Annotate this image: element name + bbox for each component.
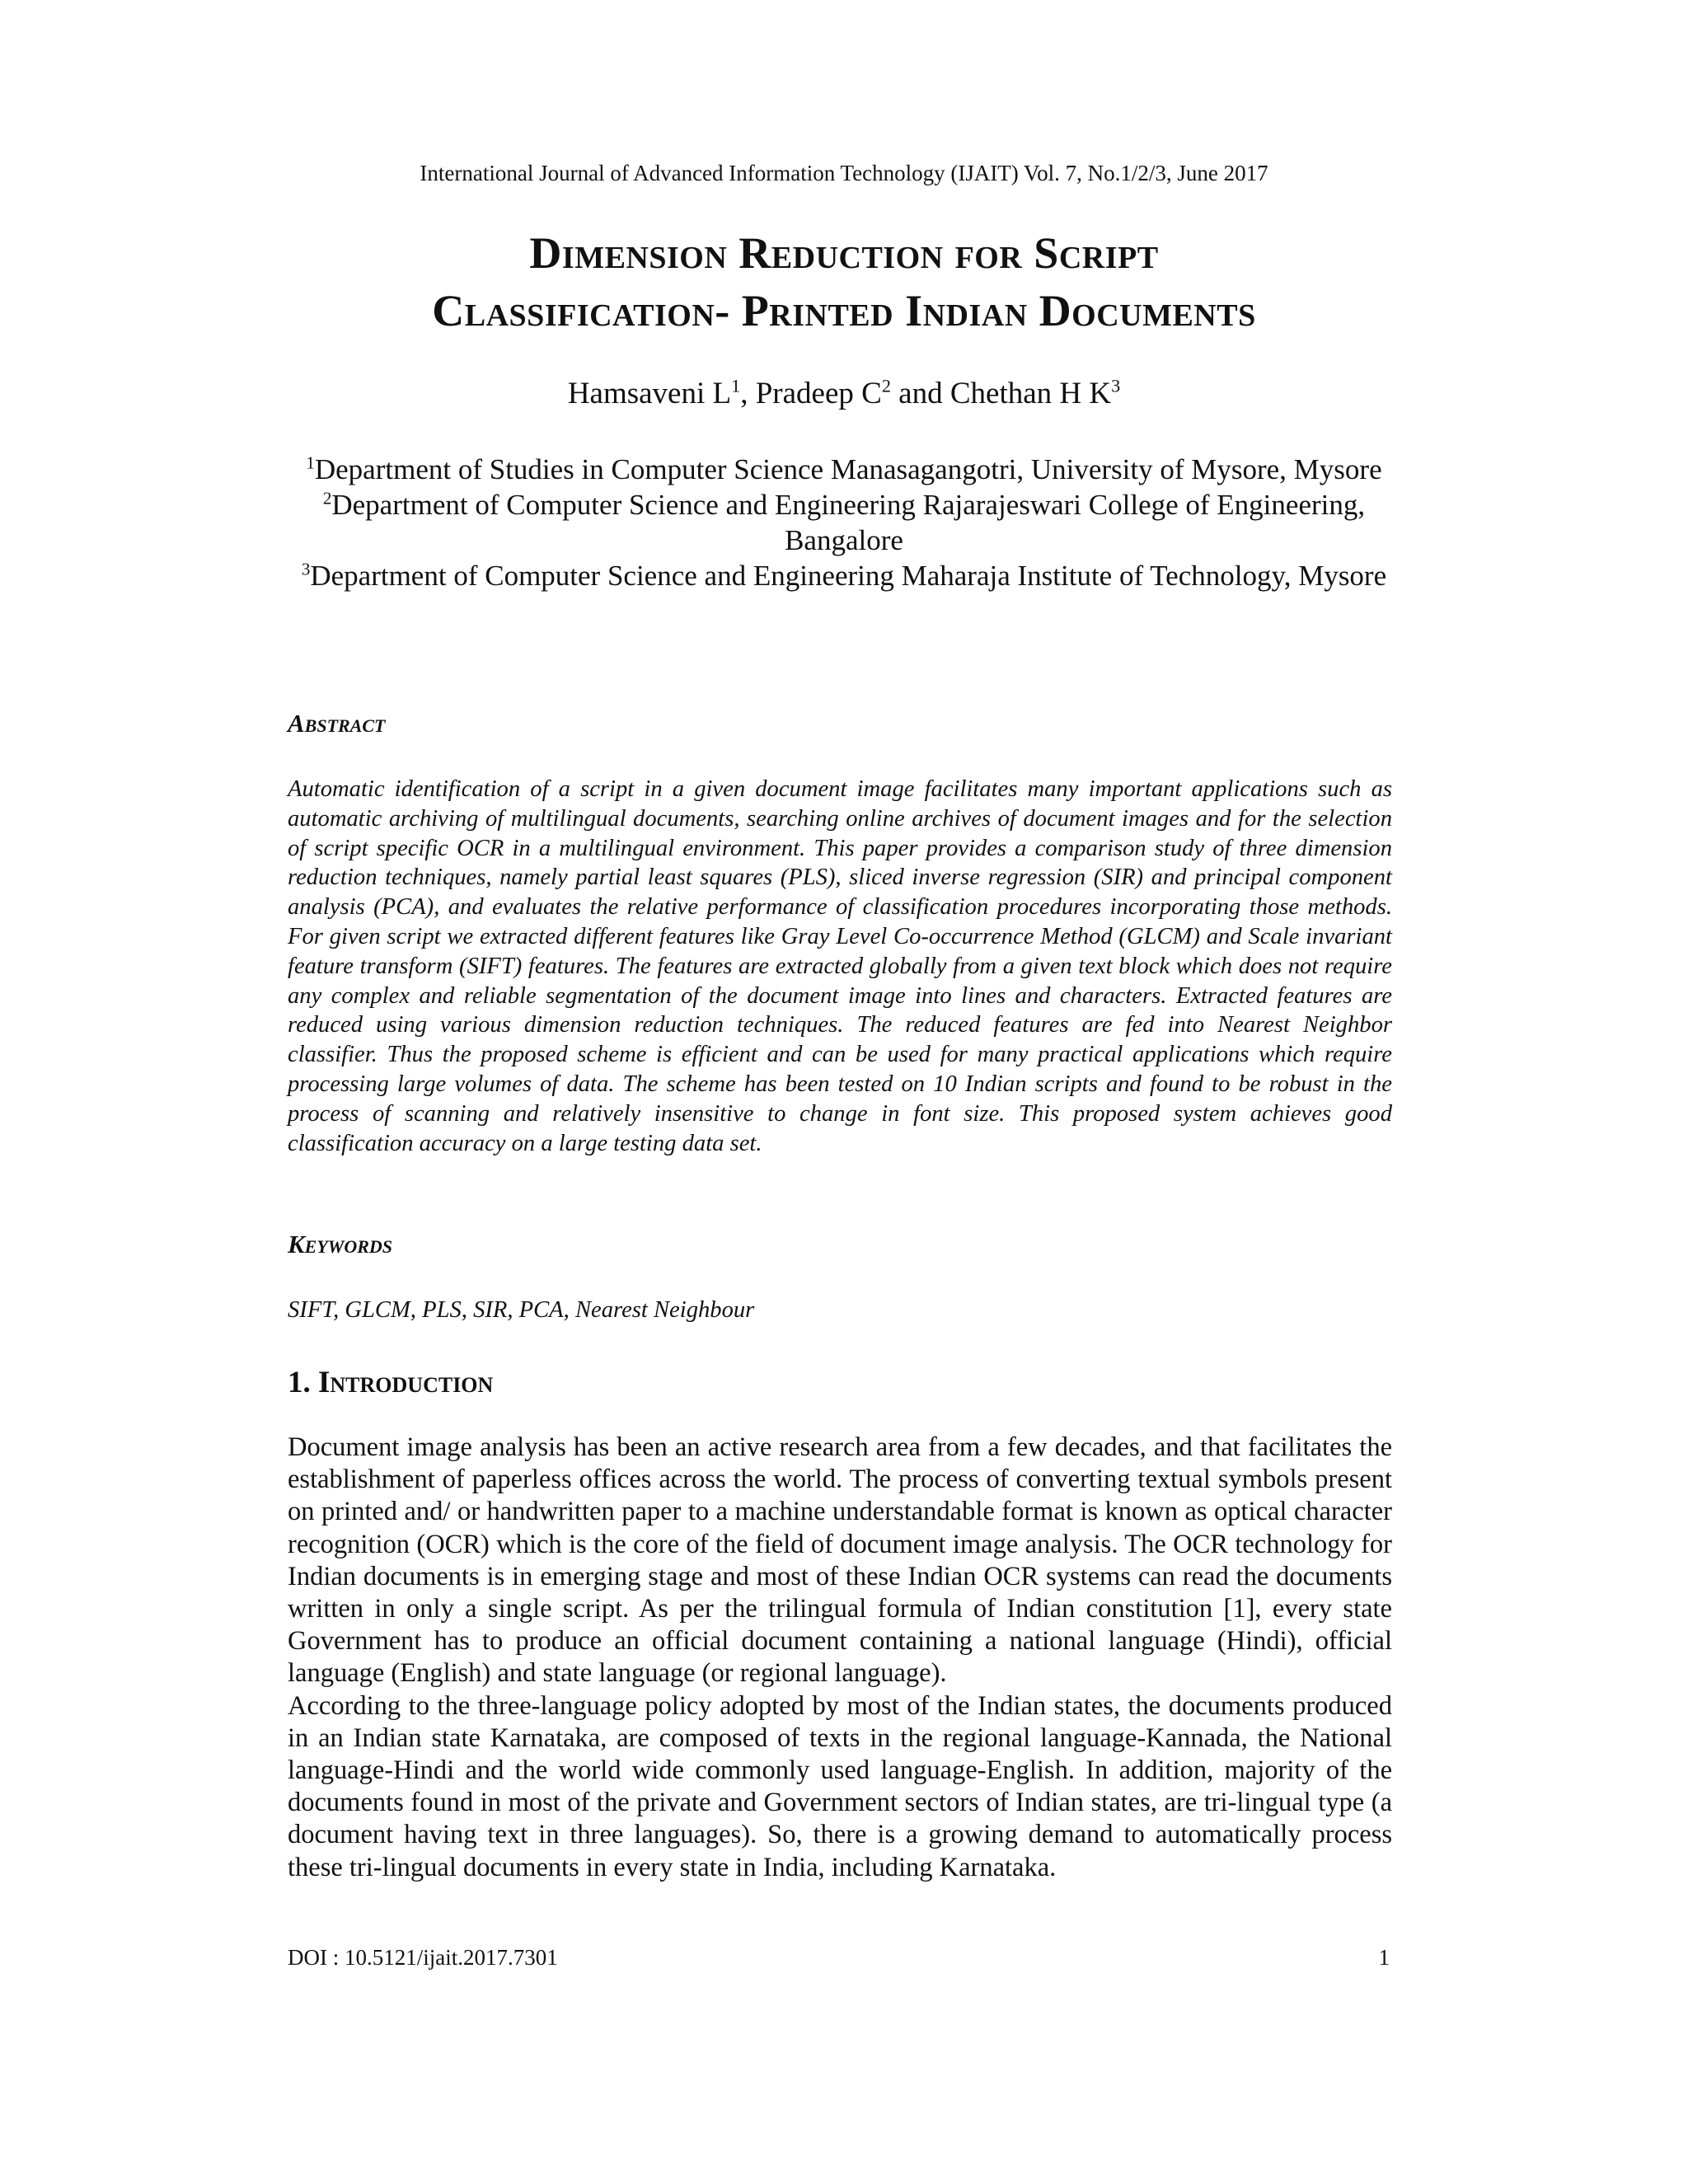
title-line-2: Classification- Printed Indian Documents — [432, 286, 1256, 335]
abstract-body: Automatic identification of a script in a given document image facilitates many important applications such as automatic archiving of multilingual documents, searching online archives of document images and for the selection of script specific OCR in a multilingual environment. This paper provides a comparison study of three dimension reduction techniques, namely partial least squares (PLS), sliced inverse regression (SIR) and principal component analysis (PCA), and evaluates the relative performance of classification procedures incorporating those methods. For given script we extracted different features like Gray Level Co-occurrence Method (GLCM) and Scale invariant feature transform (SIFT) features. The features are extracted globally from a given text block which does not require any complex and reliable segmentation of the document image into lines and characters. Extracted features are reduced using various dimension reduction techniques. The reduced features are fed into Nearest Neighbor classifier. Thus the proposed scheme is efficient and can be used for many practical applications which require processing large volumes of data. The scheme has been tested on 10 Indian scripts and found to be robust in the process of scanning and relatively insensitive to change in font size. This proposed system achieves good classification accuracy on a large testing data set. — [288, 776, 1392, 1156]
abstract-heading: Abstract — [288, 709, 386, 738]
paper-title — [247, 224, 1441, 340]
keywords-list: SIFT, GLCM, PLS, SIR, PCA, Nearest Neighbour — [288, 1297, 755, 1323]
affiliation — [272, 452, 1416, 487]
author-affil-mark: 1 — [731, 375, 741, 396]
affiliation-text: Department of Computer Science and Engineering Rajarajeswari College of Engineering, Bangalore — [331, 489, 1366, 556]
affiliation-mark: 2 — [322, 488, 332, 509]
author-separator: and — [890, 377, 950, 410]
author-name: Hamsaveni L — [567, 377, 732, 410]
affiliation-text: Department of Studies in Computer Science Manasagangotri, University of Mysore, Mysore — [314, 453, 1382, 485]
introduction-body — [288, 1432, 1392, 1884]
affiliation-mark: 3 — [301, 559, 311, 579]
affiliation-mark: 1 — [306, 452, 315, 473]
affiliation-text: Department of Computer Science and Engineering Maharaja Institute of Technology, Mysore — [310, 560, 1387, 592]
title-line-1: Dimension Reduction for Script — [529, 228, 1159, 278]
introduction-heading: 1. Introduction — [288, 1366, 494, 1399]
author-affil-mark: 2 — [881, 375, 891, 396]
affiliation — [272, 487, 1416, 558]
author-affil-mark: 3 — [1111, 375, 1121, 396]
running-header: International Journal of Advanced Information Technology (IJAIT) Vol. 7, No.1/2/3, June 2017 — [420, 161, 1268, 185]
author-list — [0, 375, 1688, 413]
page-number: 1 — [1378, 1945, 1390, 1970]
paragraph: Document image analysis has been an active research area from a few decades, and that facilitates the establishment of paperless offices across the world. The process of converting textual symbols present on printed and/ or handwritten paper to a machine understandable format is known as optical character recognition (OCR) which is the core of the field of document image analysis. The OCR technology for Indian documents is in emerging stage and most of these Indian OCR systems can read the documents written in only a single script. As per the trilingual formula of Indian constitution [1], every state Government has to produce an official document containing a national language (Hindi), official language (English) and state language (or regional language). — [288, 1432, 1392, 1689]
affiliation — [272, 558, 1416, 593]
affiliation-list — [272, 452, 1416, 593]
paragraph: According to the three-language policy adopted by most of the Indian states, the documents produced in an Indian state Karnataka, are composed of texts in the regional language-Kannada, the National language-Hindi and the world wide commonly used language-English. In addition, majority of the documents found in most of the private and Government sectors of Indian states, are tri-lingual type (a document having text in three languages). So, there is a growing demand to automatically process these tri-lingual documents in every state in India, including Karnataka. — [288, 1690, 1392, 1882]
keywords-heading: Keywords — [288, 1230, 393, 1258]
author-name: Pradeep C — [755, 377, 882, 410]
doi-footer: DOI : 10.5121/ijait.2017.7301 — [288, 1945, 558, 1970]
author-name: Chethan H K — [950, 377, 1112, 410]
author-separator: , — [740, 377, 756, 410]
